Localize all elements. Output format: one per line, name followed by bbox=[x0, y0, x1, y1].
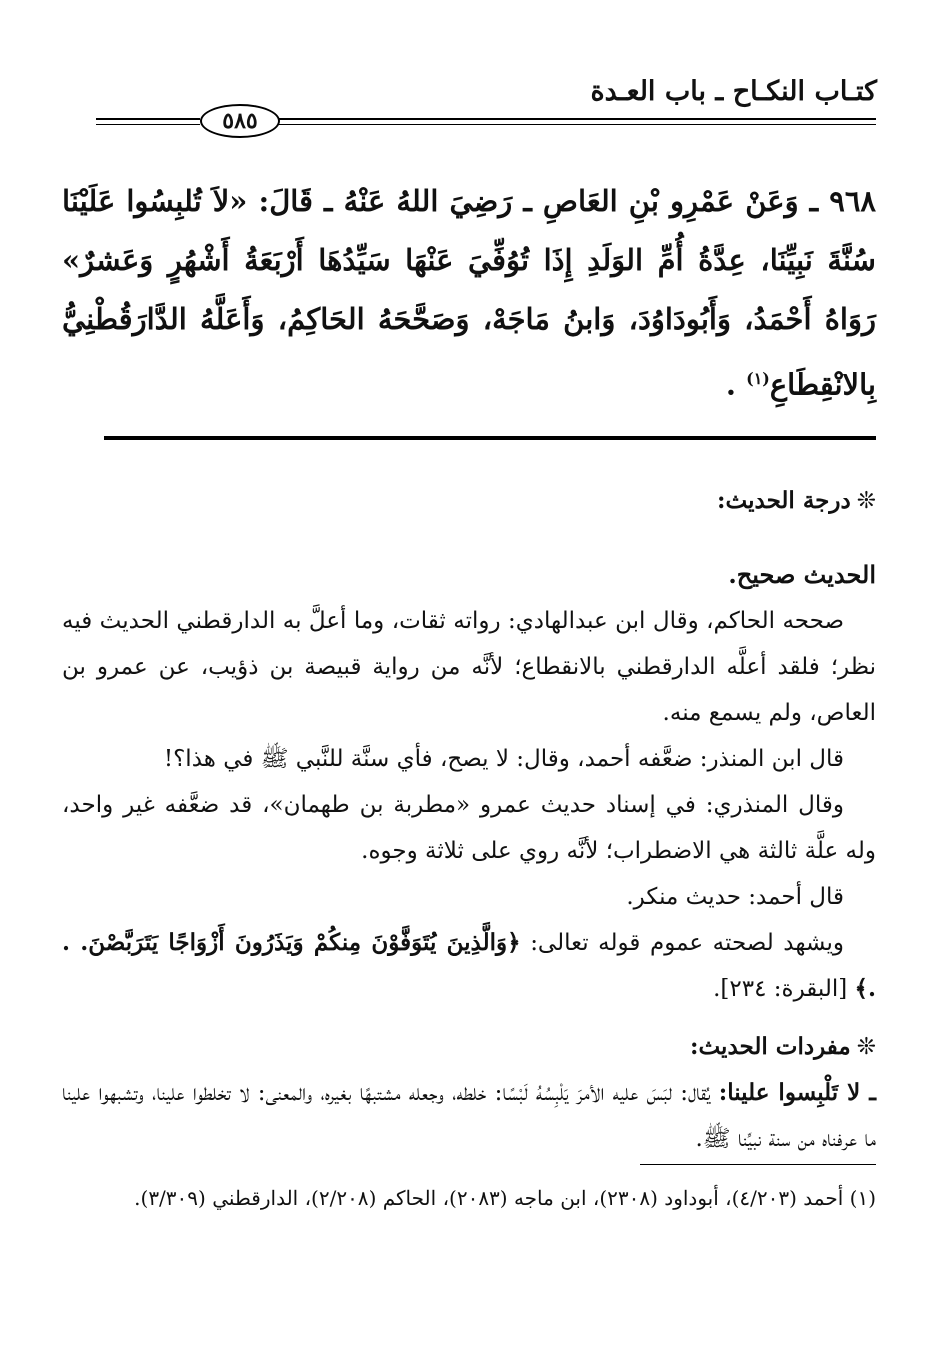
quran-citation bbox=[62, 920, 876, 1012]
hadith-text bbox=[62, 172, 876, 415]
section-divider bbox=[104, 436, 876, 440]
running-header-title: كتـاب النكـاح ـ باب العـدة bbox=[590, 76, 877, 107]
vocab-term: ـ لا تَلْبِسوا علينا: bbox=[718, 1079, 877, 1106]
page-number: ٥٨٥ bbox=[200, 104, 280, 138]
quran-reference: [البقرة: ٢٣٤]. bbox=[713, 976, 848, 1002]
grade-paragraph: قال ابن المنذر: ضعَّفه أحمد، وقال: لا يصح، فأي سنَّة للنَّبي ﷺ في هذا؟! bbox=[163, 746, 844, 772]
quran-verse: ﴿وَالَّذِينَ يُتَوَفَّوْنَ مِنكُمْ وَيَذَرُونَ أَزْوَاجًا يَتَرَبَّصْنَ. . .﴾ bbox=[62, 929, 876, 1002]
vocab-heading bbox=[62, 1024, 876, 1070]
header-rule-right bbox=[276, 118, 876, 120]
grade-paragraph: صححه الحاكم، وقال ابن عبدالهادي: رواته ثقات، وما أعلَّ به الدارقطني الحديث فيه نظر؛ فلقد أعلَّه الدارقطني بالانقطاع؛ لأنَّه من رواية قبيصة بن ذؤيب، عن عمرو بن العاص، ولم يسمع منه. bbox=[62, 608, 876, 726]
grade-paragraph: قال أحمد: حديث منكر. bbox=[626, 884, 844, 910]
quran-intro: ويشهد لصحته عموم قوله تعالى: bbox=[530, 930, 845, 956]
vocab-entry bbox=[62, 1070, 876, 1162]
footnote-ref[interactable]: (١) bbox=[746, 369, 770, 388]
hadith-number: ٩٦٨ bbox=[829, 184, 876, 218]
vocab-heading-text: مفردات الحديث: bbox=[689, 1033, 851, 1060]
header-rule-right-thin bbox=[276, 124, 876, 125]
grade-verdict: الحديث صحيح. bbox=[728, 560, 876, 589]
grade-section bbox=[62, 478, 876, 1162]
hadith-body: ـ وَعَنْ عَمْرِو بْنِ العَاصِ ـ رَضِيَ اللهُ عَنْهُ ـ قَالَ: «لاَ تُلبِسُوا عَلَيْنَا سُنَّةَ نَبِيِّنَا، عِدَّةُ أُمِّ الوَلَدِ إِذَا تُوُفِّيَ عَنْهَا سَيِّدُهَا أَرْبَعَةُ أَشْهُرٍ وَعَشرٌ» رَوَاهُ أَحْمَدُ، وَأَبُودَاوُدَ، وَابنُ مَاجَهْ، وَصَحَّحَهُ الحَاكِمُ، وَأَعَلَّهُ الدَّارَقُطْنِيُّ بِالانْقِطَاعِ bbox=[62, 184, 876, 402]
grade-paragraph: وقال المنذري: في إسناد حديث عمرو «مطربة بن طهمان»، قد ضعَّفه غير واحد، وله علَّة ثالثة هي الاضطراب؛ لأنَّه روي على ثلاثة وجوه. bbox=[62, 792, 876, 864]
heading-bullet-icon: ❊ bbox=[856, 1034, 876, 1060]
grade-heading-text: درجة الحديث: bbox=[717, 487, 851, 514]
header-rule-left-thin bbox=[96, 124, 200, 125]
vocab-definition: يُقال: لبَسَ عليه الأمرَ يَلْبِسُهُ لَبْسًا: خلطه، وجعله مشتبهًا بغيره، والمعنى: لا تخلطوا علينا، وتشبهوا علينا ما عرفناه من سنة نبيِّنا ﷺ. bbox=[62, 1080, 876, 1152]
hadith-end: . bbox=[725, 367, 747, 402]
heading-bullet-icon: ❊ bbox=[856, 488, 876, 514]
grade-heading bbox=[62, 478, 876, 524]
footnote-divider bbox=[640, 1164, 876, 1165]
footnote: (١) أحمد (٤/٢٠٣)، أبوداود (٢٣٠٨)، ابن ماجه (٢٠٨٣)، الحاكم (٢/٢٠٨)، الدارقطني (٣/٣٠٩). bbox=[134, 1186, 876, 1210]
header-rule-left bbox=[96, 118, 200, 120]
footnotes bbox=[62, 1178, 876, 1218]
